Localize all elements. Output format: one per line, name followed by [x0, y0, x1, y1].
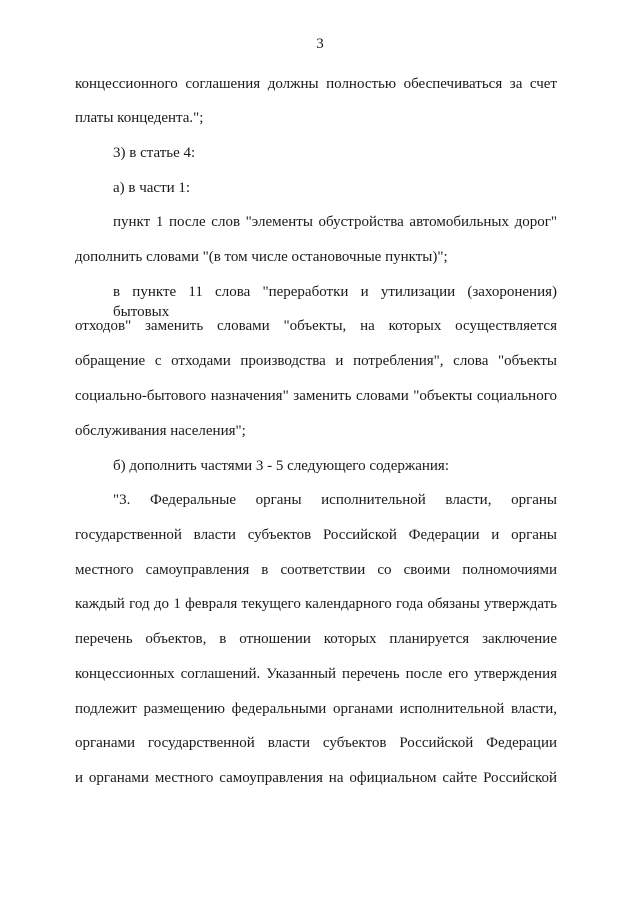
- text-line-21: и органами местного самоуправления на официальном сайте Российской: [75, 770, 557, 786]
- text-line-4: а) в части 1:: [113, 180, 191, 196]
- text-line-11: обслуживания населения";: [75, 423, 246, 439]
- text-line-18: концессионных соглашений. Указанный перечень после его утверждения: [75, 666, 557, 682]
- text-line-3: 3) в статье 4:: [113, 145, 196, 161]
- text-line-7: в пункте 11 слова "переработки и утилизации (захоронения) бытовых: [113, 284, 557, 320]
- text-line-9: обращение с отходами производства и потребления", слова "объекты: [75, 353, 557, 369]
- text-line-14: государственной власти субъектов Российской Федерации и органы: [75, 527, 557, 543]
- page-number: 3: [316, 36, 324, 52]
- text-line-20: органами государственной власти субъектов Российской Федерации: [75, 735, 557, 751]
- text-line-19: подлежит размещению федеральными органами исполнительной власти,: [75, 701, 557, 717]
- text-line-17: перечень объектов, в отношении которых планируется заключение: [75, 631, 557, 647]
- text-line-1: концессионного соглашения должны полностью обеспечиваться за счет: [75, 76, 557, 92]
- text-line-2: платы концедента.";: [75, 110, 204, 126]
- text-line-6: дополнить словами "(в том числе остановочные пункты)";: [75, 249, 448, 265]
- text-line-5: пункт 1 после слов "элементы обустройства автомобильных дорог": [113, 214, 557, 230]
- text-line-12: б) дополнить частями 3 - 5 следующего содержания:: [113, 458, 449, 474]
- text-line-13: "3. Федеральные органы исполнительной власти, органы: [113, 492, 557, 508]
- text-line-16: каждый год до 1 февраля текущего календарного года обязаны утверждать: [75, 596, 557, 612]
- text-line-10: социально-бытового назначения" заменить словами "объекты социального: [75, 388, 557, 404]
- text-line-15: местного самоуправления в соответствии со своими полномочиями: [75, 562, 557, 578]
- text-line-8: отходов" заменить словами "объекты, на которых осуществляется: [75, 318, 557, 334]
